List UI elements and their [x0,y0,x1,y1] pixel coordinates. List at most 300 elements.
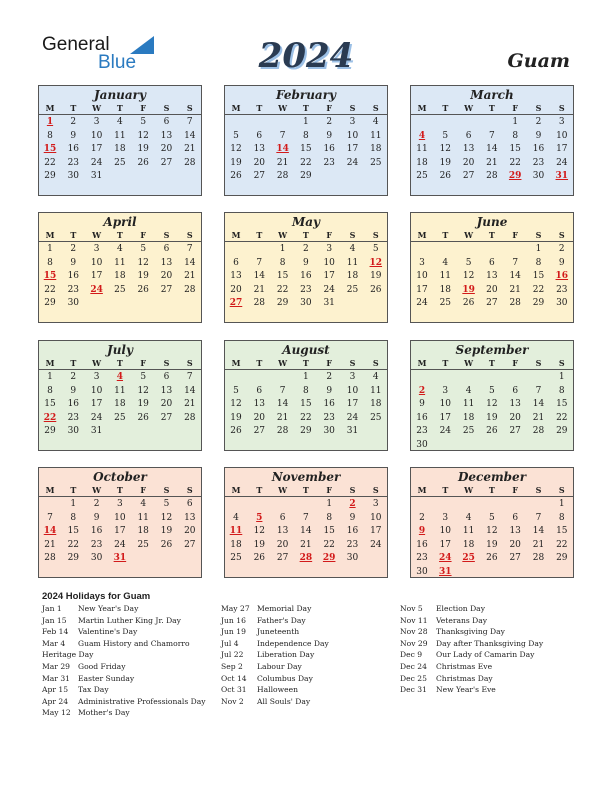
holiday-name: Veterans Day [436,615,488,625]
calendar-day: 30 [67,171,80,182]
calendar-day: 11 [346,257,359,268]
calendar-day: 30 [416,440,428,450]
calendar-day: 25 [370,412,382,423]
calendar-day: 21 [184,144,196,155]
weekday-header: S [349,358,356,368]
calendar-day: 24 [416,298,428,309]
calendar-day: 10 [90,385,103,396]
calendar-day: 17 [346,399,359,410]
calendar-day: 7 [535,385,542,396]
calendar-day: 25 [346,284,359,295]
weekday-header: S [372,485,379,495]
weekday-header: S [163,230,170,240]
holiday-name: Our Lady of Camarin Day [436,650,535,660]
calendar-day: 15 [44,399,56,410]
calendar-day: 1 [70,499,77,509]
holiday-day: 5 [256,512,263,523]
calendar-day: 6 [163,244,170,254]
weekday-header: F [326,230,333,240]
holiday-name: Guam History and Chamorro [78,638,190,648]
calendar-day: 30 [90,553,103,564]
holiday-date: Jul 4 [221,638,239,648]
calendar-day: 26 [137,157,149,168]
calendar-day: 7 [489,130,495,141]
month-title: June [476,215,508,229]
calendar-day: 20 [253,157,266,168]
weekday-header: S [349,103,356,113]
weekday-header: F [140,358,147,368]
holiday-date: Apr 24 [42,696,69,706]
weekday-header: W [278,485,288,495]
calendar-day: 9 [93,512,100,523]
holiday-day: 22 [43,412,57,423]
calendar-day: 31 [323,298,335,309]
calendar-day: 17 [323,271,335,282]
calendar-day: 8 [326,512,333,523]
calendar-day: 23 [346,539,359,550]
calendar-day: 12 [462,271,475,282]
weekday-header: S [349,230,356,240]
calendar-day: 9 [326,130,333,141]
holiday-date: Feb 14 [42,627,69,637]
holiday-name: Heritage Day [42,650,94,660]
holiday-day: 31 [113,553,127,564]
calendar-day: 23 [323,157,335,168]
calendar-day: 25 [439,298,452,309]
calendar-day: 17 [346,144,359,155]
weekday-header: M [231,485,241,495]
calendar-day: 16 [323,144,335,155]
weekday-header: T [302,230,309,240]
calendar-day: 28 [184,412,196,423]
holiday-day: 16 [555,271,569,282]
calendar-day: 27 [253,426,266,437]
calendar-day: 3 [326,244,333,254]
calendar-day: 16 [323,399,335,410]
calendar-day: 23 [90,539,103,550]
weekday-header: T [256,103,263,113]
month-title: September [455,343,529,357]
calendar-day: 20 [509,412,521,423]
weekday-header: F [512,103,519,113]
weekday-header: T [256,358,263,368]
header-divider [411,114,573,115]
calendar-day: 26 [253,553,266,564]
holiday-name: Christmas Eve [436,661,493,671]
header-divider [225,369,387,370]
header-divider [39,369,201,370]
header-divider [411,369,573,370]
calendar-day: 7 [303,512,309,523]
calendar-day: 8 [303,130,309,141]
calendar-day: 6 [163,372,170,382]
calendar-day: 8 [70,512,77,523]
holiday-date: May 27 [221,604,250,613]
calendar-day: 21 [184,399,196,410]
calendar-day: 6 [512,512,519,523]
calendar-day: 5 [140,244,147,254]
holiday-date: Jul 22 [221,650,244,660]
weekday-header: F [512,358,519,368]
calendar-day: 5 [465,257,472,268]
header-divider [411,241,573,242]
month-title: January [94,88,146,102]
calendar-day: 18 [114,144,126,155]
weekday-header: T [302,358,309,368]
month-april [38,212,202,323]
calendar-day: 25 [370,157,382,168]
calendar-day: 8 [535,257,542,268]
calendar-day: 22 [300,412,312,423]
calendar-day: 27 [160,412,173,423]
weekday-header: M [45,103,55,113]
calendar-day: 22 [323,539,335,550]
calendar-day: 20 [160,399,173,410]
calendar-day: 21 [509,284,521,295]
calendar-day: 13 [253,144,266,155]
calendar-day: 19 [439,157,452,168]
weekday-header: S [535,103,542,113]
month-july [38,340,202,451]
calendar-day: 26 [462,298,475,309]
weekday-header: S [535,485,542,495]
calendar-day: 27 [462,171,475,182]
calendar-day: 9 [70,385,77,396]
calendar-day: 2 [326,117,333,127]
calendar-day: 6 [512,385,519,396]
calendar-day: 15 [532,271,545,282]
calendar-day: 6 [233,257,239,268]
weekday-header: S [558,230,565,240]
month-title: February [275,88,336,102]
calendar-day: 28 [253,298,266,309]
calendar-day: 14 [486,144,498,155]
calendar-day: 13 [462,144,475,155]
calendar-day: 23 [416,553,428,564]
calendar-day: 11 [439,271,452,282]
calendar-day: 7 [279,385,286,396]
holiday-date: Nov 5 [400,604,423,613]
calendar-day: 1 [535,244,542,254]
calendar-day: 13 [509,526,521,537]
calendar-day: 29 [300,171,312,182]
calendar-day: 17 [90,271,103,282]
calendar-day: 29 [300,426,312,437]
calendar-day: 11 [462,399,475,410]
header-divider [39,114,201,115]
calendar-day: 11 [114,257,126,268]
calendar-day: 19 [486,539,498,550]
weekday-header: F [326,485,333,495]
calendar-day: 21 [276,412,289,423]
holiday-day: 2 [418,385,426,396]
country-name: Guam [507,50,570,72]
holiday-date: Nov 29 [400,638,428,648]
calendar-day: 23 [556,284,568,295]
calendar-day: 4 [372,117,379,127]
calendar-day: 4 [442,257,449,268]
holiday-name: Labour Day [257,661,302,671]
calendar-day: 2 [70,117,77,127]
holiday-name: Valentine's Day [78,627,138,637]
holiday-name: Martin Luther King Jr. Day [78,615,181,625]
calendar-day: 26 [230,171,242,182]
calendar-day: 6 [465,130,472,141]
calendar-day: 26 [439,171,452,182]
calendar-day: 24 [346,412,359,423]
calendar-day: 14 [253,271,266,282]
calendar-day: 30 [556,298,568,309]
calendar-day: 5 [372,244,379,254]
weekday-header: W [92,230,102,240]
calendar-day: 30 [346,553,359,564]
holiday-name: Father's Day [257,615,306,625]
holiday-date: Mar 29 [42,661,71,671]
holiday-name: Thanksgiving Day [436,627,505,637]
calendar-day: 1 [512,117,519,127]
calendar-day: 17 [439,539,452,550]
calendar-day: 31 [90,171,103,182]
calendar-day: 6 [186,499,193,509]
month-title: July [107,343,133,357]
calendar-day: 26 [370,284,382,295]
calendar-day: 21 [276,157,289,168]
calendar-day: 7 [535,512,542,523]
holiday-name: Christmas Day [436,673,493,683]
weekday-header: M [231,103,241,113]
calendar-day: 7 [186,244,193,254]
month-august [224,340,388,451]
calendar-day: 15 [323,526,335,537]
calendar-day: 3 [117,499,123,509]
calendar-day: 22 [276,284,289,295]
calendar-day: 30 [67,426,80,437]
calendar-day: 3 [419,257,425,268]
weekday-header: M [417,230,427,240]
calendar-day: 3 [349,372,356,382]
calendar-day: 9 [326,385,333,396]
calendar-day: 2 [326,372,333,382]
holiday-date: Dec 25 [400,673,427,683]
holiday-name: Juneteenth [257,627,300,637]
calendar-day: 16 [67,271,80,282]
calendar-day: 27 [486,298,498,309]
calendar-day: 1 [279,244,286,254]
calendar-day: 27 [509,426,521,437]
calendar-day: 3 [349,117,356,127]
calendar-day: 17 [114,526,126,537]
calendar-day: 5 [163,499,170,509]
calendar-day: 24 [370,539,382,550]
holiday-name: Tax Day [78,685,109,695]
weekday-header: S [186,103,193,113]
calendar-day: 11 [370,130,382,141]
weekday-header: T [256,230,263,240]
calendar-day: 12 [137,385,149,396]
weekday-header: T [442,358,449,368]
calendar-day: 2 [419,512,425,523]
calendar-day: 14 [532,399,545,410]
calendar-day: 17 [416,284,428,295]
calendar-day: 9 [419,399,425,410]
calendar-day: 29 [67,553,80,564]
calendar-day: 13 [184,512,196,523]
weekday-header: W [92,103,102,113]
holiday-date: Oct 14 [221,673,247,683]
calendar-day: 21 [44,539,56,550]
calendar-day: 14 [184,130,196,141]
calendar-day: 30 [67,298,80,309]
weekday-header: T [442,230,449,240]
weekday-header: T [116,230,123,240]
calendar-day: 5 [442,130,449,141]
calendar-day: 20 [230,284,242,295]
holiday-day: 24 [439,553,452,564]
weekday-header: M [417,485,427,495]
calendar-day: 19 [160,526,173,537]
weekday-header: T [488,358,495,368]
calendar-day: 12 [486,526,498,537]
weekday-header: F [512,485,519,495]
calendar-day: 24 [556,157,568,168]
weekday-header: M [417,103,427,113]
calendar-day: 18 [114,399,126,410]
holiday-day: 24 [90,284,103,295]
calendar-day: 10 [323,257,335,268]
calendar-day: 28 [276,171,289,182]
calendar-day: 5 [489,512,495,523]
calendar-day: 4 [117,244,123,254]
calendar-day: 26 [486,426,498,437]
calendar-day: 16 [300,271,312,282]
calendar-day: 22 [509,157,521,168]
holiday-day: 15 [43,144,57,155]
month-title: December [457,470,527,484]
calendar-day: 3 [372,499,379,509]
holiday-day: 25 [462,553,475,564]
holiday-day: 27 [229,298,243,309]
weekday-header: S [535,358,542,368]
calendar-day: 24 [90,412,103,423]
calendar-day: 5 [233,130,239,141]
calendar-day: 8 [303,385,309,396]
calendar-day: 8 [47,130,53,141]
holiday-date: Nov 28 [400,627,428,637]
calendar-day: 4 [372,372,379,382]
calendar-day: 20 [184,526,196,537]
calendar-day: 13 [160,257,173,268]
calendar-day: 28 [44,553,56,564]
calendar-day: 25 [462,426,475,437]
holiday-day: 9 [418,526,426,537]
weekday-header: W [464,358,474,368]
holiday-day: 29 [508,171,522,182]
calendar-day: 9 [535,130,542,141]
holiday-name: New Year's Eve [436,685,496,695]
holiday-day: 14 [43,526,57,537]
calendar-day: 6 [279,512,286,523]
year-title: 2024 [258,36,354,76]
weekday-header: F [140,103,147,113]
calendar-day: 16 [67,144,80,155]
weekday-header: W [278,358,288,368]
holiday-day: 4 [418,130,426,141]
calendar-day: 11 [370,385,382,396]
calendar-day: 15 [556,526,568,537]
calendar-day: 5 [233,385,239,396]
month-march [410,85,574,196]
weekday-header: T [256,485,263,495]
header-divider [39,241,201,242]
month-june [410,212,574,323]
holiday-name: Mother's Day [78,708,130,718]
calendar-day: 31 [90,426,103,437]
calendar-day: 12 [439,144,452,155]
calendar-day: 22 [556,412,568,423]
calendar-day: 13 [160,130,173,141]
calendar-day: 8 [279,257,286,268]
calendar-day: 7 [512,257,519,268]
calendar-day: 14 [184,385,196,396]
holiday-day: 4 [116,372,124,382]
calendar-day: 21 [486,157,498,168]
calendar-day: 14 [300,526,312,537]
calendar-day: 25 [114,284,126,295]
holiday-day: 14 [276,144,289,155]
calendar-day: 4 [140,499,147,509]
calendar-day: 27 [276,553,289,564]
calendar-day: 4 [349,244,356,254]
calendar-day: 23 [323,412,335,423]
calendar-day: 12 [230,144,242,155]
weekday-header: F [326,358,333,368]
calendar-day: 9 [70,257,77,268]
calendar-day: 29 [44,298,56,309]
calendar-day: 21 [532,539,545,550]
calendar-day: 21 [532,412,545,423]
calendar-day: 2 [303,244,309,254]
holiday-date: Dec 31 [400,685,427,695]
holiday-day: 11 [229,526,243,537]
calendar-day: 11 [416,144,428,155]
calendar-day: 18 [462,539,475,550]
logo-blue: Blue [98,52,137,73]
calendar-day: 9 [349,512,356,523]
weekday-header: W [464,103,474,113]
weekday-header: T [302,485,309,495]
calendar-day: 7 [279,130,286,141]
calendar-day: 29 [44,171,56,182]
calendar-day: 4 [233,512,239,523]
weekday-header: W [464,230,474,240]
calendar-day: 8 [47,385,53,396]
holiday-name: Administrative Professionals Day [78,696,206,706]
holiday-name: Easter Sunday [78,673,135,683]
weekday-header: S [372,358,379,368]
calendar-day: 20 [462,157,475,168]
calendar-day: 12 [137,257,149,268]
weekday-header: W [92,358,102,368]
calendar-day: 16 [416,412,428,423]
calendar-day: 24 [346,157,359,168]
holiday-name: All Souls' Day [257,696,311,706]
calendar-day: 2 [70,372,77,382]
weekday-header: T [70,358,77,368]
holiday-date: Dec 24 [400,661,427,671]
calendar-day: 18 [416,157,428,168]
calendar-day: 27 [160,284,173,295]
calendar-day: 19 [137,144,149,155]
